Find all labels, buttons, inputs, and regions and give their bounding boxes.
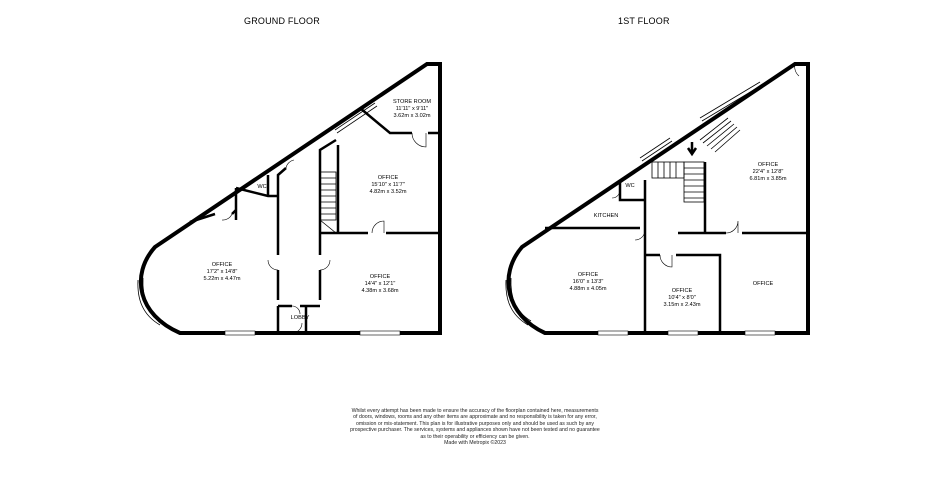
first-floor-outer-wall — [508, 64, 808, 333]
disclaimer-credit: Made with Metropix ©2023 — [444, 440, 506, 447]
ground-office-1-metric: 4.82m x 3.52m — [369, 189, 407, 195]
ground-windows — [138, 103, 400, 335]
ground-office-2-label: OFFICE — [211, 262, 233, 268]
first-office-2-metric: 4.88m x 4.05m — [569, 286, 607, 292]
first-office-1-imperial: 22'4" x 12'8" — [752, 169, 784, 175]
ground-office-1-label: OFFICE — [377, 175, 399, 181]
first-office-3-label: OFFICE — [671, 288, 693, 294]
store-room-label: STORE ROOM — [392, 99, 432, 105]
disclaimer-line: as to their operability or efficiency can be given. — [420, 433, 530, 440]
first-floor-title: 1ST FLOOR — [618, 16, 670, 26]
ground-wc-label: WC — [257, 184, 267, 190]
ground-floor-title: GROUND FLOOR — [244, 16, 320, 26]
disclaimer — [330, 408, 620, 446]
ground-office-2-imperial: 17'2" x 14'8" — [206, 269, 238, 275]
ground-floor-plan — [138, 64, 440, 335]
ground-office-3-metric: 4.38m x 3.68m — [361, 288, 399, 294]
disclaimer-line: Whilst every attempt has been made to ensure the accuracy of the floorplan contained here, measurements — [351, 408, 599, 414]
ground-wc-walls — [236, 175, 278, 220]
ground-office-3-imperial: 14'4" x 12'1" — [364, 281, 396, 287]
lobby-label: LOBBY — [290, 315, 310, 321]
first-office-3-metric: 3.15m x 2.43m — [663, 302, 701, 308]
first-wc-label: WC — [625, 183, 635, 189]
first-floor-plan — [506, 64, 808, 335]
ground-office-2-metric: 5.22m x 4.47m — [203, 276, 241, 282]
ground-office-3-label: OFFICE — [369, 274, 391, 280]
first-office-1-metric: 6.81m x 3.85m — [749, 176, 787, 182]
first-windows — [506, 82, 775, 335]
store-room-imperial: 11'11" x 9'11" — [395, 106, 429, 112]
store-room-metric: 3.62m x 3.02m — [393, 113, 431, 119]
ground-stairs — [320, 172, 336, 233]
kitchen-label: KITCHEN — [593, 213, 619, 219]
first-office-2-imperial: 16'0" x 13'3" — [572, 279, 604, 285]
disclaimer-line: prospective purchaser. The services, systems and appliances shown have not been tested and no guarantee — [350, 427, 600, 434]
first-office-4-label: OFFICE — [752, 281, 774, 287]
first-office-2-label: OFFICE — [577, 272, 599, 278]
disclaimer-line: of doors, windows, rooms and any other items are approximate and no responsibility is taken for any error, — [353, 414, 597, 421]
disclaimer-line: omission or mis-statement. This plan is for illustrative purposes only and should be used as such by any — [355, 420, 595, 427]
ground-office-1-imperial: 15'10" x 11'7" — [371, 182, 405, 188]
first-office-1-label: OFFICE — [757, 162, 779, 168]
first-office-3-imperial: 10'4" x 8'0" — [668, 295, 696, 301]
